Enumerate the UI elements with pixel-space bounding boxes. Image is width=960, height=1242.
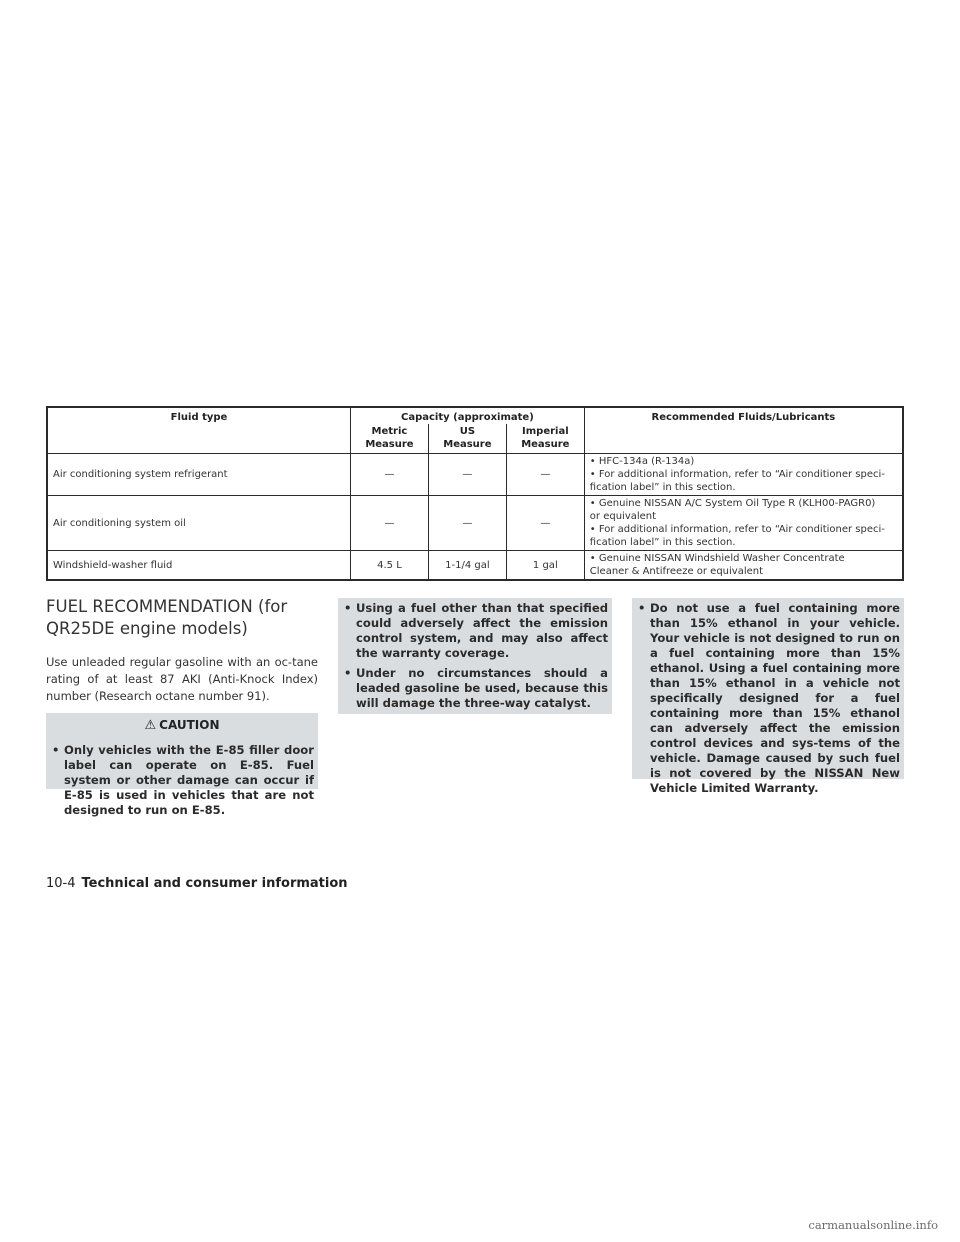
caution-item: • Using a fuel other than that specified could adversely affect the emission control system, and may also affect the warranty coverage. [342,601,608,661]
fluid-name: Air conditioning system oil [47,496,350,551]
header-us: US Measure [428,424,506,454]
header-fluid-type: Fluid type [47,407,350,454]
us-value: — [428,454,506,496]
watermark: carmanualsonline.info [808,1218,938,1232]
imperial-value: — [506,496,584,551]
page-number: 10-4 [46,876,76,891]
metric-value: 4.5 L [350,551,428,581]
section-title: FUEL RECOMMENDATION (for QR25DE engine models) [46,597,288,638]
page-footer [46,876,348,891]
caution-item: • Only vehicles with the E-85 filler door label can operate on E-85. Fuel system or other damage can occur if E-85 is used in vehicles that are not designed to run on E-85. [50,743,314,818]
caution-box-col2 [338,598,612,714]
table-row [47,496,903,551]
table-row [47,551,903,581]
recommended-fluid: • Genuine NISSAN Windshield Washer Concentrate Cleaner & Antifreeze or equivalent [584,551,903,581]
fluid-name: Windshield-washer fluid [47,551,350,581]
header-capacity: Capacity (approximate) [350,407,584,424]
caution-header [46,713,318,737]
header-metric: Metric Measure [350,424,428,454]
fluid-name: Air conditioning system refrigerant [47,454,350,496]
caution-box-col1 [46,737,318,817]
metric-value: — [350,496,428,551]
caution-box-col3 [632,598,904,795]
caution-label: CAUTION [159,718,220,732]
caution-item: • Under no circumstances should a leaded gasoline be used, because this will damage the three-way catalyst. [342,666,608,711]
recommended-fluid: • Genuine NISSAN A/C System Oil Type R (KLH00-PAGR0) or equivalent • For additional information, refer to “Air conditioner speci- fication label” in this section. [584,496,903,551]
warning-triangle-icon: ⚠ [144,717,157,733]
us-value: 1-1/4 gal [428,551,506,581]
us-value: — [428,496,506,551]
recommended-fluid: • HFC-134a (R-134a) • For additional information, refer to “Air conditioner speci- fication label” in this section. [584,454,903,496]
table-row [47,454,903,496]
intro-paragraph: Use unleaded regular gasoline with an oc-tane rating of at least 87 AKI (Anti-Knock Index) number (Research octane number 91). [46,655,318,703]
caution-item: • Do not use a fuel containing more than 15% ethanol in your vehicle. Your vehicle is not designed to run on a fuel containing more than 15% ethanol. Using a fuel containing more than 15% ethanol in a vehicle not specifically designed for a fuel containing more than 15% ethanol can adversely affect the emission control devices and sys-tems of the vehicle. Damage caused by such fuel is not covered by the NISSAN New Vehicle Limited Warranty. [636,601,900,796]
fluid-capacity-table [46,406,904,581]
imperial-value: 1 gal [506,551,584,581]
header-imperial: Imperial Measure [506,424,584,454]
imperial-value: — [506,454,584,496]
metric-value: — [350,454,428,496]
chapter-title: Technical and consumer information [81,876,348,891]
header-recommended: Recommended Fluids/Lubricants [584,407,903,454]
